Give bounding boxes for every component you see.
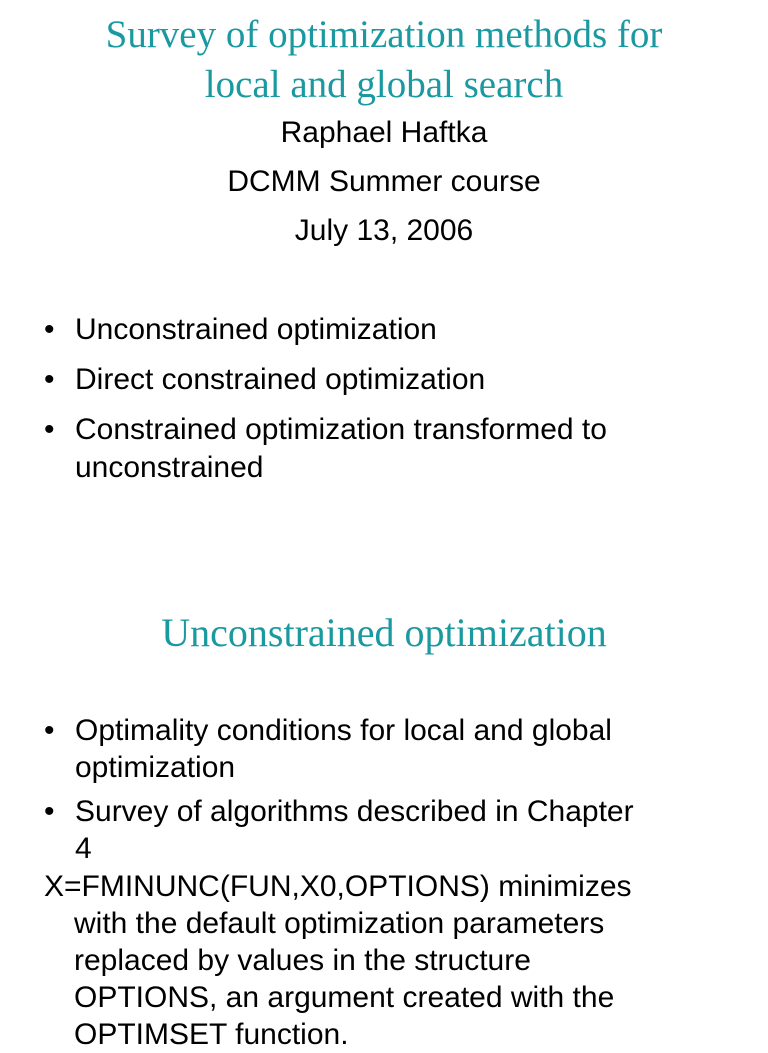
list-item [44,361,744,399]
list-item [44,793,744,867]
list-item [44,411,744,487]
date: July 13, 2006 [294,214,474,247]
bullet-text: Direct constrained optimization [75,363,486,396]
list-item [44,712,744,786]
slide-title: Unconstrained optimization [161,610,607,655]
bullet-text-cont: 4 [75,832,92,865]
paragraph-line: X=FMINUNC(FUN,X0,OPTIONS) minimizes [44,870,632,903]
slide-2 [0,596,768,1051]
course-name: DCMM Summer course [227,165,541,198]
slide-title [0,10,768,110]
bullet-text-cont: optimization [75,751,236,784]
slide-1 [0,0,768,520]
bullet-list [44,311,744,487]
paragraph-line: with the default optimization parameters [74,907,605,940]
bullet-text: Unconstrained optimization [75,313,437,346]
title-line-2: local and global search [204,63,564,106]
bullet-text-cont: unconstrained [75,451,264,484]
paragraph-line: OPTIONS, an argument created with the [74,981,615,1014]
bullet-text: Constrained optimization transformed to [75,413,607,446]
paragraph [44,868,768,1053]
bullet-text: Survey of algorithms described in Chapter [75,795,634,828]
author: Raphael Haftka [280,116,488,149]
paragraph-line: replaced by values in the structure [74,944,531,977]
paragraph-line: OPTIMSET function. [74,1018,349,1051]
bullet-text: Optimality conditions for local and global [75,714,612,747]
bullet-list [44,712,744,867]
list-item [44,311,744,349]
title-line-1: Survey of optimization methods for [105,13,663,56]
